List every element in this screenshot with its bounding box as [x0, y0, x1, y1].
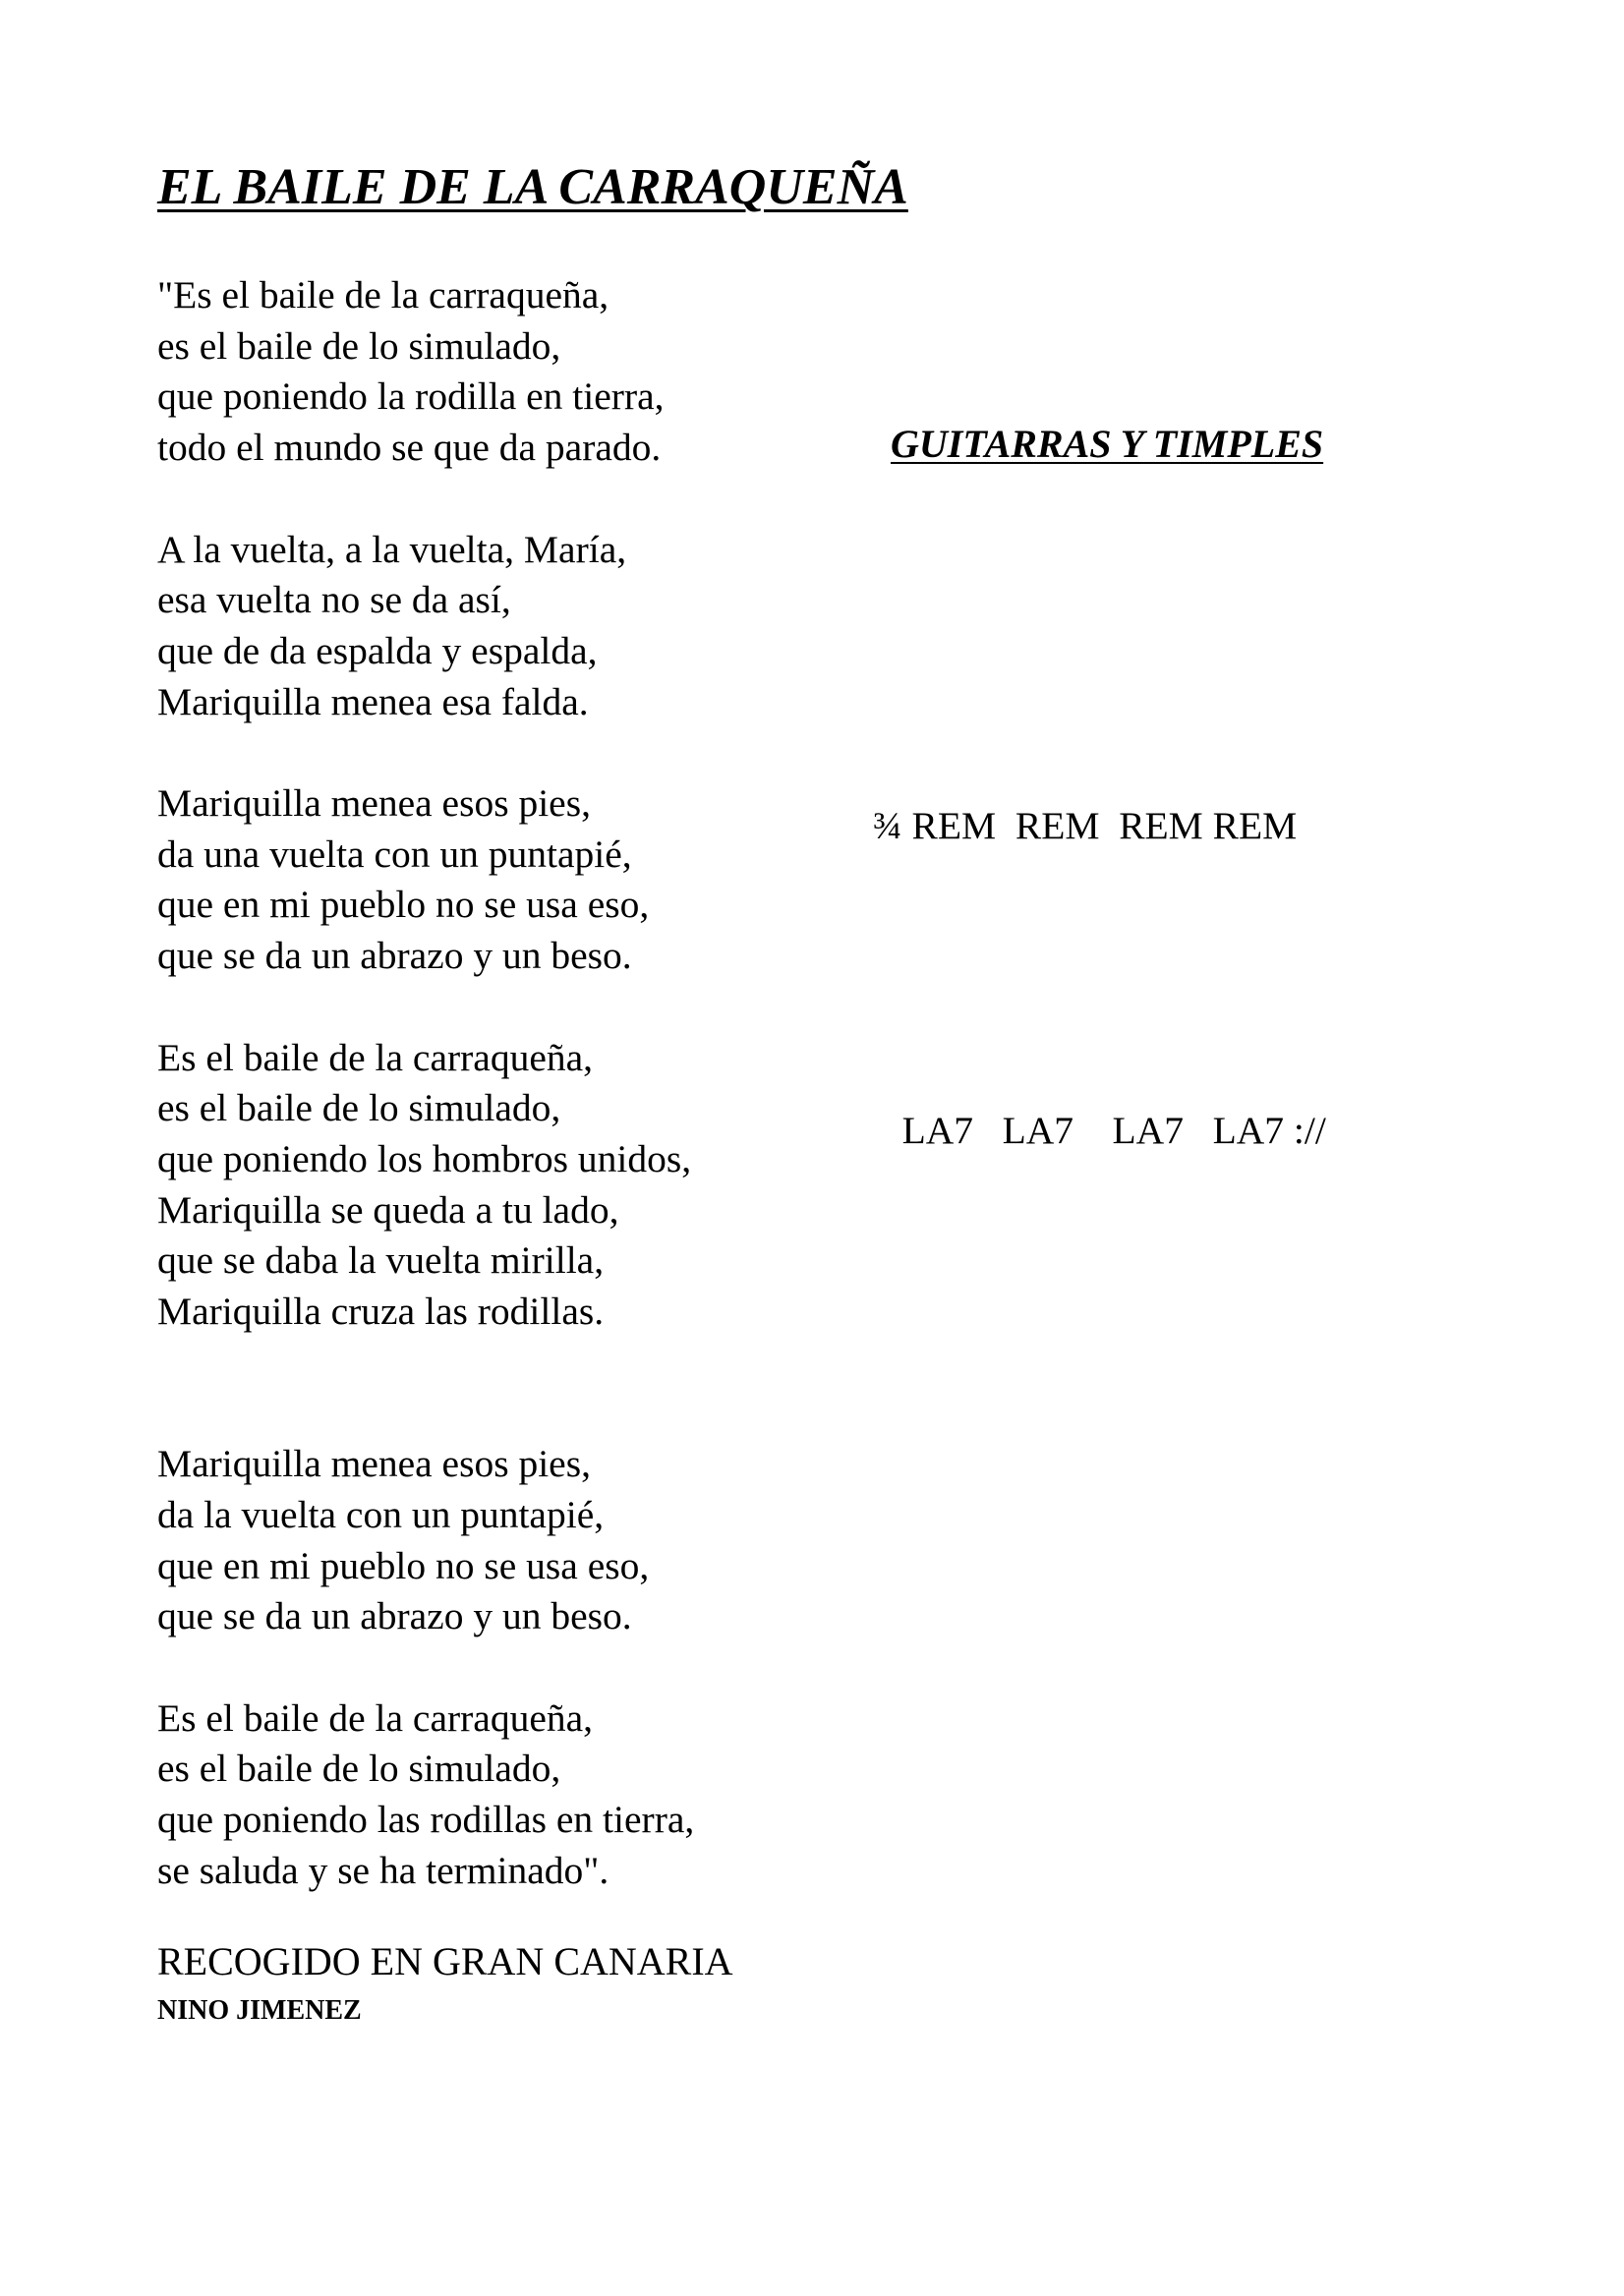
lyric-line: todo el mundo se que da parado. — [157, 426, 662, 470]
lyric-line: que de da espalda y espalda, — [157, 628, 598, 672]
lyric-line: Mariquilla cruza las rodillas. — [157, 1290, 605, 1334]
lyric-line: Es el baile de la carraqueña, — [157, 1695, 594, 1740]
lyric-line: da una vuelta con un puntapié, — [157, 832, 632, 876]
lyric-line: que poniendo la rodilla en tierra, — [157, 374, 665, 419]
lyric-line: A la vuelta, a la vuelta, María, — [157, 527, 627, 571]
lyric-line: esa vuelta no se da así, — [157, 578, 511, 622]
stanza-spacer — [157, 474, 904, 525]
lyric-line: que poniendo los hombros unidos, — [157, 1136, 692, 1180]
lyric-line: que se da un abrazo y un beso. — [157, 1594, 632, 1638]
lyric-line: se saluda y se ha terminado". — [157, 1848, 609, 1892]
stanza-2 — [157, 525, 904, 728]
lyrics — [157, 270, 904, 1896]
song-title: EL BAILE DE LA CARRAQUEÑA — [157, 159, 908, 215]
instrumentation-title: GUITARRAS Y TIMPLES — [891, 422, 1324, 466]
author-name: NINO JIMENEZ — [157, 1995, 362, 2026]
stanza-4 — [157, 1033, 904, 1338]
lyric-line: es el baile de lo simulado, — [157, 323, 561, 368]
lyric-line: que en mi pueblo no se usa eso, — [157, 883, 650, 927]
stanza-6 — [157, 1693, 904, 1897]
lyric-line: Es el baile de la carraqueña, — [157, 1035, 594, 1079]
chord-line: LA7 LA7 LA7 LA7 :// — [873, 1109, 1326, 1153]
chord-line: ¾ REM REM REM REM — [873, 803, 1298, 847]
lyric-line: que en mi pueblo no se usa eso, — [157, 1543, 650, 1587]
stanza-spacer — [157, 1642, 904, 1693]
lyric-line: Mariquilla menea esos pies, — [157, 781, 591, 825]
chord-progression — [873, 572, 1326, 1284]
lyric-line: Mariquilla menea esa falda. — [157, 679, 589, 723]
lyric-line: que se daba la vuelta mirilla, — [157, 1238, 605, 1283]
lyric-line: "Es el baile de la carraqueña, — [157, 273, 609, 316]
stanza-spacer — [157, 1338, 904, 1439]
lyric-line: Mariquilla menea esos pies, — [157, 1442, 591, 1486]
lyric-line: que poniendo las rodillas en tierra, — [157, 1798, 695, 1842]
lyric-line: es el baile de lo simulado, — [157, 1086, 561, 1130]
lyric-line: Mariquilla se queda a tu lado, — [157, 1187, 619, 1232]
source-note: RECOGIDO EN GRAN CANARIA — [157, 1939, 733, 1983]
stanza-3 — [157, 778, 904, 982]
lyric-line: es el baile de lo simulado, — [157, 1747, 561, 1791]
lyric-line: da la vuelta con un puntapié, — [157, 1492, 605, 1536]
stanza-spacer — [157, 727, 904, 778]
stanza-1 — [157, 270, 904, 474]
stanza-spacer — [157, 982, 904, 1033]
lyric-line: que se da un abrazo y un beso. — [157, 934, 632, 978]
stanza-5 — [157, 1439, 904, 1642]
